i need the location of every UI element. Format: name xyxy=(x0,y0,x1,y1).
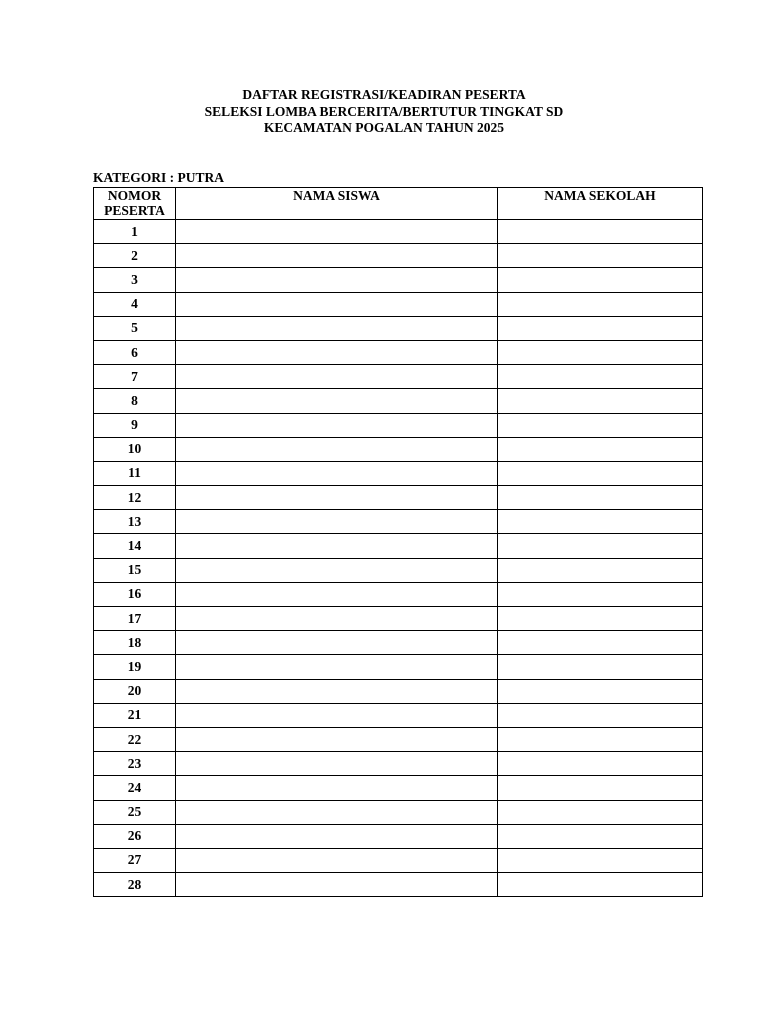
cell-nama-siswa xyxy=(176,486,498,510)
cell-nama-sekolah xyxy=(498,365,703,389)
table-row xyxy=(94,292,703,316)
cell-nama-sekolah xyxy=(498,631,703,655)
cell-nama-sekolah xyxy=(498,558,703,582)
cell-nama-siswa xyxy=(176,316,498,340)
table-row xyxy=(94,534,703,558)
table-row xyxy=(94,607,703,631)
title-line: SELEKSI LOMBA BERCERITA/BERTUTUR TINGKAT SD xyxy=(204,103,564,119)
cell-nama-siswa xyxy=(176,582,498,606)
table-row xyxy=(94,776,703,800)
cell-nomor-peserta: 24 xyxy=(94,776,176,800)
registration-table xyxy=(93,187,703,897)
cell-nomor-peserta: 5 xyxy=(94,316,176,340)
category-label: KATEGORI : PUTRA xyxy=(93,170,225,185)
cell-nomor-peserta: 17 xyxy=(94,607,176,631)
cell-nama-siswa xyxy=(176,752,498,776)
cell-nama-sekolah xyxy=(498,220,703,244)
cell-nomor-peserta: 25 xyxy=(94,800,176,824)
cell-nama-sekolah xyxy=(498,800,703,824)
table-row xyxy=(94,244,703,268)
table-header-row xyxy=(94,188,703,220)
table-row xyxy=(94,655,703,679)
cell-nomor-peserta: 8 xyxy=(94,389,176,413)
cell-nama-sekolah xyxy=(498,316,703,340)
table-row xyxy=(94,486,703,510)
cell-nama-siswa xyxy=(176,437,498,461)
cell-nama-sekolah xyxy=(498,703,703,727)
cell-nama-sekolah xyxy=(498,655,703,679)
cell-nomor-peserta: 23 xyxy=(94,752,176,776)
cell-nomor-peserta: 28 xyxy=(94,873,176,897)
cell-nomor-peserta: 15 xyxy=(94,558,176,582)
cell-nama-siswa xyxy=(176,631,498,655)
cell-nama-siswa xyxy=(176,510,498,534)
cell-nama-siswa xyxy=(176,607,498,631)
cell-nama-siswa xyxy=(176,365,498,389)
cell-nomor-peserta: 1 xyxy=(94,220,176,244)
table-row xyxy=(94,727,703,751)
cell-nomor-peserta: 4 xyxy=(94,292,176,316)
header-nomor-line1: NOMOR xyxy=(107,188,162,203)
cell-nama-siswa xyxy=(176,873,498,897)
cell-nama-sekolah xyxy=(498,486,703,510)
table-row xyxy=(94,631,703,655)
cell-nama-sekolah xyxy=(498,727,703,751)
cell-nama-sekolah xyxy=(498,607,703,631)
cell-nama-siswa xyxy=(176,389,498,413)
cell-nama-sekolah xyxy=(498,679,703,703)
cell-nama-siswa xyxy=(176,340,498,364)
cell-nomor-peserta: 27 xyxy=(94,848,176,872)
cell-nomor-peserta: 7 xyxy=(94,365,176,389)
cell-nama-sekolah xyxy=(498,848,703,872)
cell-nomor-peserta: 22 xyxy=(94,727,176,751)
cell-nomor-peserta: 10 xyxy=(94,437,176,461)
cell-nomor-peserta: 20 xyxy=(94,679,176,703)
table-row xyxy=(94,340,703,364)
cell-nama-siswa xyxy=(176,268,498,292)
cell-nama-sekolah xyxy=(498,582,703,606)
cell-nama-sekolah xyxy=(498,776,703,800)
table-row xyxy=(94,316,703,340)
cell-nama-siswa xyxy=(176,461,498,485)
table-row xyxy=(94,268,703,292)
cell-nama-siswa xyxy=(176,220,498,244)
cell-nama-sekolah xyxy=(498,244,703,268)
cell-nama-sekolah xyxy=(498,510,703,534)
cell-nama-siswa xyxy=(176,776,498,800)
cell-nama-sekolah xyxy=(498,752,703,776)
cell-nomor-peserta: 11 xyxy=(94,461,176,485)
cell-nomor-peserta: 2 xyxy=(94,244,176,268)
cell-nomor-peserta: 16 xyxy=(94,582,176,606)
cell-nama-sekolah xyxy=(498,340,703,364)
header-nama-siswa: NAMA SISWA xyxy=(176,188,498,220)
cell-nama-siswa xyxy=(176,558,498,582)
cell-nama-siswa xyxy=(176,655,498,679)
document-title xyxy=(0,87,768,137)
cell-nama-siswa xyxy=(176,800,498,824)
cell-nama-sekolah xyxy=(498,437,703,461)
table-row xyxy=(94,679,703,703)
cell-nomor-peserta: 13 xyxy=(94,510,176,534)
table-body xyxy=(94,220,703,897)
cell-nomor-peserta: 14 xyxy=(94,534,176,558)
table-row xyxy=(94,437,703,461)
table-row xyxy=(94,582,703,606)
header-nama-sekolah: NAMA SEKOLAH xyxy=(498,188,703,220)
cell-nomor-peserta: 6 xyxy=(94,340,176,364)
cell-nomor-peserta: 3 xyxy=(94,268,176,292)
cell-nama-sekolah xyxy=(498,413,703,437)
table-row xyxy=(94,365,703,389)
table-row xyxy=(94,800,703,824)
cell-nomor-peserta: 21 xyxy=(94,703,176,727)
header-nomor-peserta xyxy=(94,188,176,220)
cell-nama-sekolah xyxy=(498,292,703,316)
cell-nama-siswa xyxy=(176,679,498,703)
title-line: KECAMATAN POGALAN TAHUN 2025 xyxy=(263,120,505,135)
cell-nomor-peserta: 26 xyxy=(94,824,176,848)
cell-nama-siswa xyxy=(176,413,498,437)
table-row xyxy=(94,824,703,848)
cell-nama-siswa xyxy=(176,292,498,316)
cell-nama-siswa xyxy=(176,824,498,848)
cell-nomor-peserta: 18 xyxy=(94,631,176,655)
cell-nama-sekolah xyxy=(498,824,703,848)
table-row xyxy=(94,413,703,437)
table-row xyxy=(94,220,703,244)
table-row xyxy=(94,389,703,413)
cell-nomor-peserta: 9 xyxy=(94,413,176,437)
table-row xyxy=(94,848,703,872)
cell-nama-sekolah xyxy=(498,534,703,558)
cell-nama-siswa xyxy=(176,244,498,268)
cell-nama-siswa xyxy=(176,727,498,751)
cell-nama-siswa xyxy=(176,848,498,872)
header-nomor-line2: PESERTA xyxy=(104,203,165,218)
table-row xyxy=(94,873,703,897)
table-row xyxy=(94,558,703,582)
cell-nama-sekolah xyxy=(498,461,703,485)
title-line: DAFTAR REGISTRASI/KEADIRAN PESERTA xyxy=(242,87,526,102)
table-row xyxy=(94,752,703,776)
cell-nama-sekolah xyxy=(498,873,703,897)
cell-nomor-peserta: 12 xyxy=(94,486,176,510)
cell-nomor-peserta: 19 xyxy=(94,655,176,679)
cell-nama-sekolah xyxy=(498,389,703,413)
cell-nama-siswa xyxy=(176,534,498,558)
cell-nama-siswa xyxy=(176,703,498,727)
table-row xyxy=(94,461,703,485)
table-row xyxy=(94,510,703,534)
table-row xyxy=(94,703,703,727)
cell-nama-sekolah xyxy=(498,268,703,292)
